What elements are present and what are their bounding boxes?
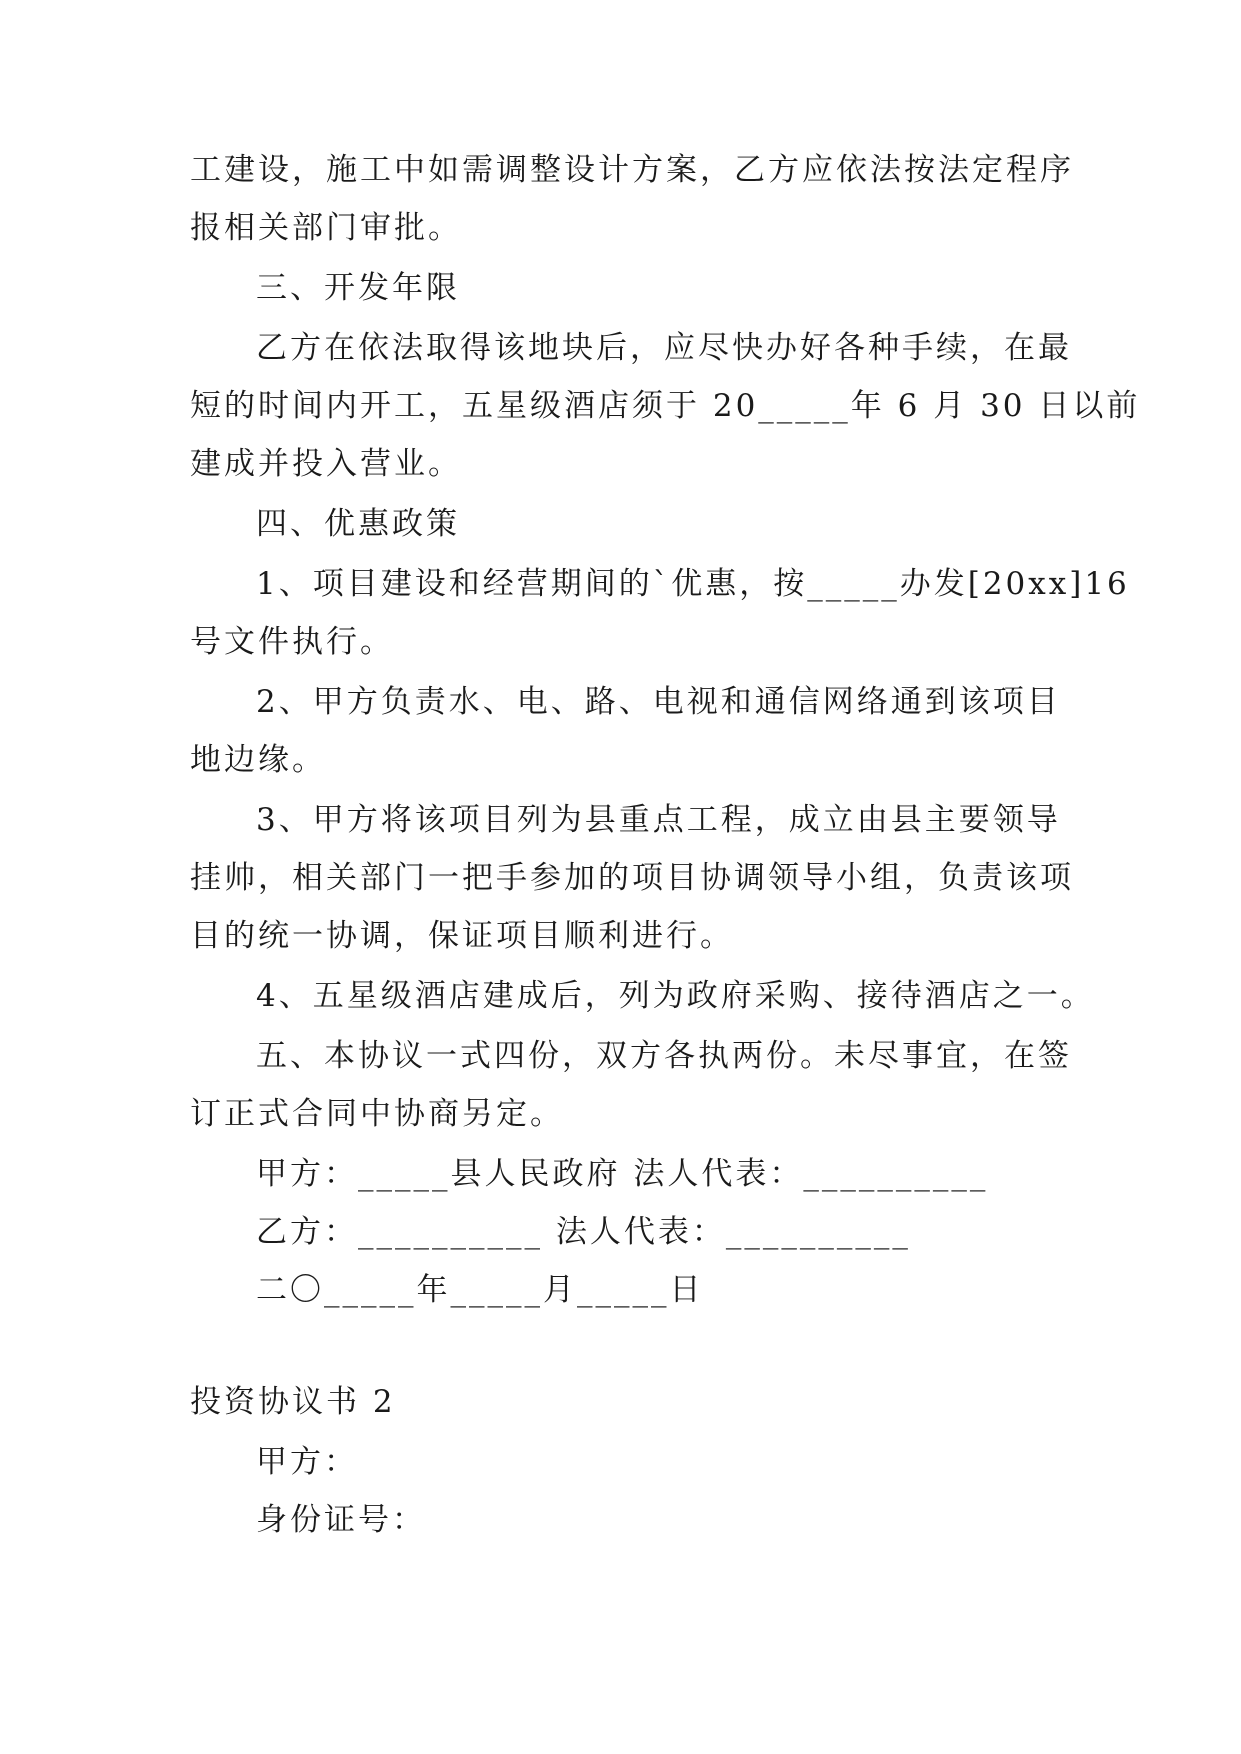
paragraph-line: 工建设，施工中如需调整设计方案，乙方应依法按法定程序 — [190, 152, 1074, 188]
paragraph-line: 2、甲方负责水、电、路、电视和通信网络通到该项目 — [256, 684, 1061, 720]
signature-date: 二〇_____年_____月_____日 — [256, 1272, 704, 1308]
paragraph-line: 4、五星级酒店建成后，列为政府采购、接待酒店之一。 — [256, 978, 1095, 1014]
paragraph-line: 挂帅，相关部门一把手参加的项目协调领导小组，负责该项 — [190, 860, 1074, 896]
document-title: 投资协议书 2 — [190, 1384, 396, 1420]
signature-party-a: 甲方：_____县人民政府 法人代表：__________ — [256, 1156, 989, 1192]
paragraph-line: 报相关部门审批。 — [190, 210, 462, 246]
paragraph-line: 号文件执行。 — [190, 624, 394, 660]
section-heading: 四、优惠政策 — [256, 506, 460, 542]
paragraph-line: 乙方在依法取得该地块后，应尽快办好各种手续，在最 — [256, 330, 1072, 366]
party-a-field: 甲方： — [256, 1444, 358, 1480]
paragraph-line: 五、本协议一式四份，双方各执两份。未尽事宜，在签 — [256, 1038, 1072, 1074]
paragraph-line: 3、甲方将该项目列为县重点工程，成立由县主要领导 — [256, 802, 1061, 838]
id-number-field: 身份证号： — [256, 1502, 426, 1538]
signature-party-b: 乙方：__________ 法人代表：__________ — [256, 1214, 911, 1250]
paragraph-line: 1、项目建设和经营期间的`优惠，按_____办发[20xx]16 — [256, 566, 1130, 602]
paragraph-line: 建成并投入营业。 — [190, 446, 462, 482]
paragraph-line: 地边缘。 — [190, 742, 326, 778]
section-heading: 三、开发年限 — [256, 270, 460, 306]
paragraph-line: 目的统一协调，保证项目顺利进行。 — [190, 918, 734, 954]
paragraph-line: 订正式合同中协商另定。 — [190, 1096, 564, 1132]
paragraph-line: 短的时间内开工，五星级酒店须于 20_____年 6 月 30 日以前 — [190, 388, 1141, 424]
